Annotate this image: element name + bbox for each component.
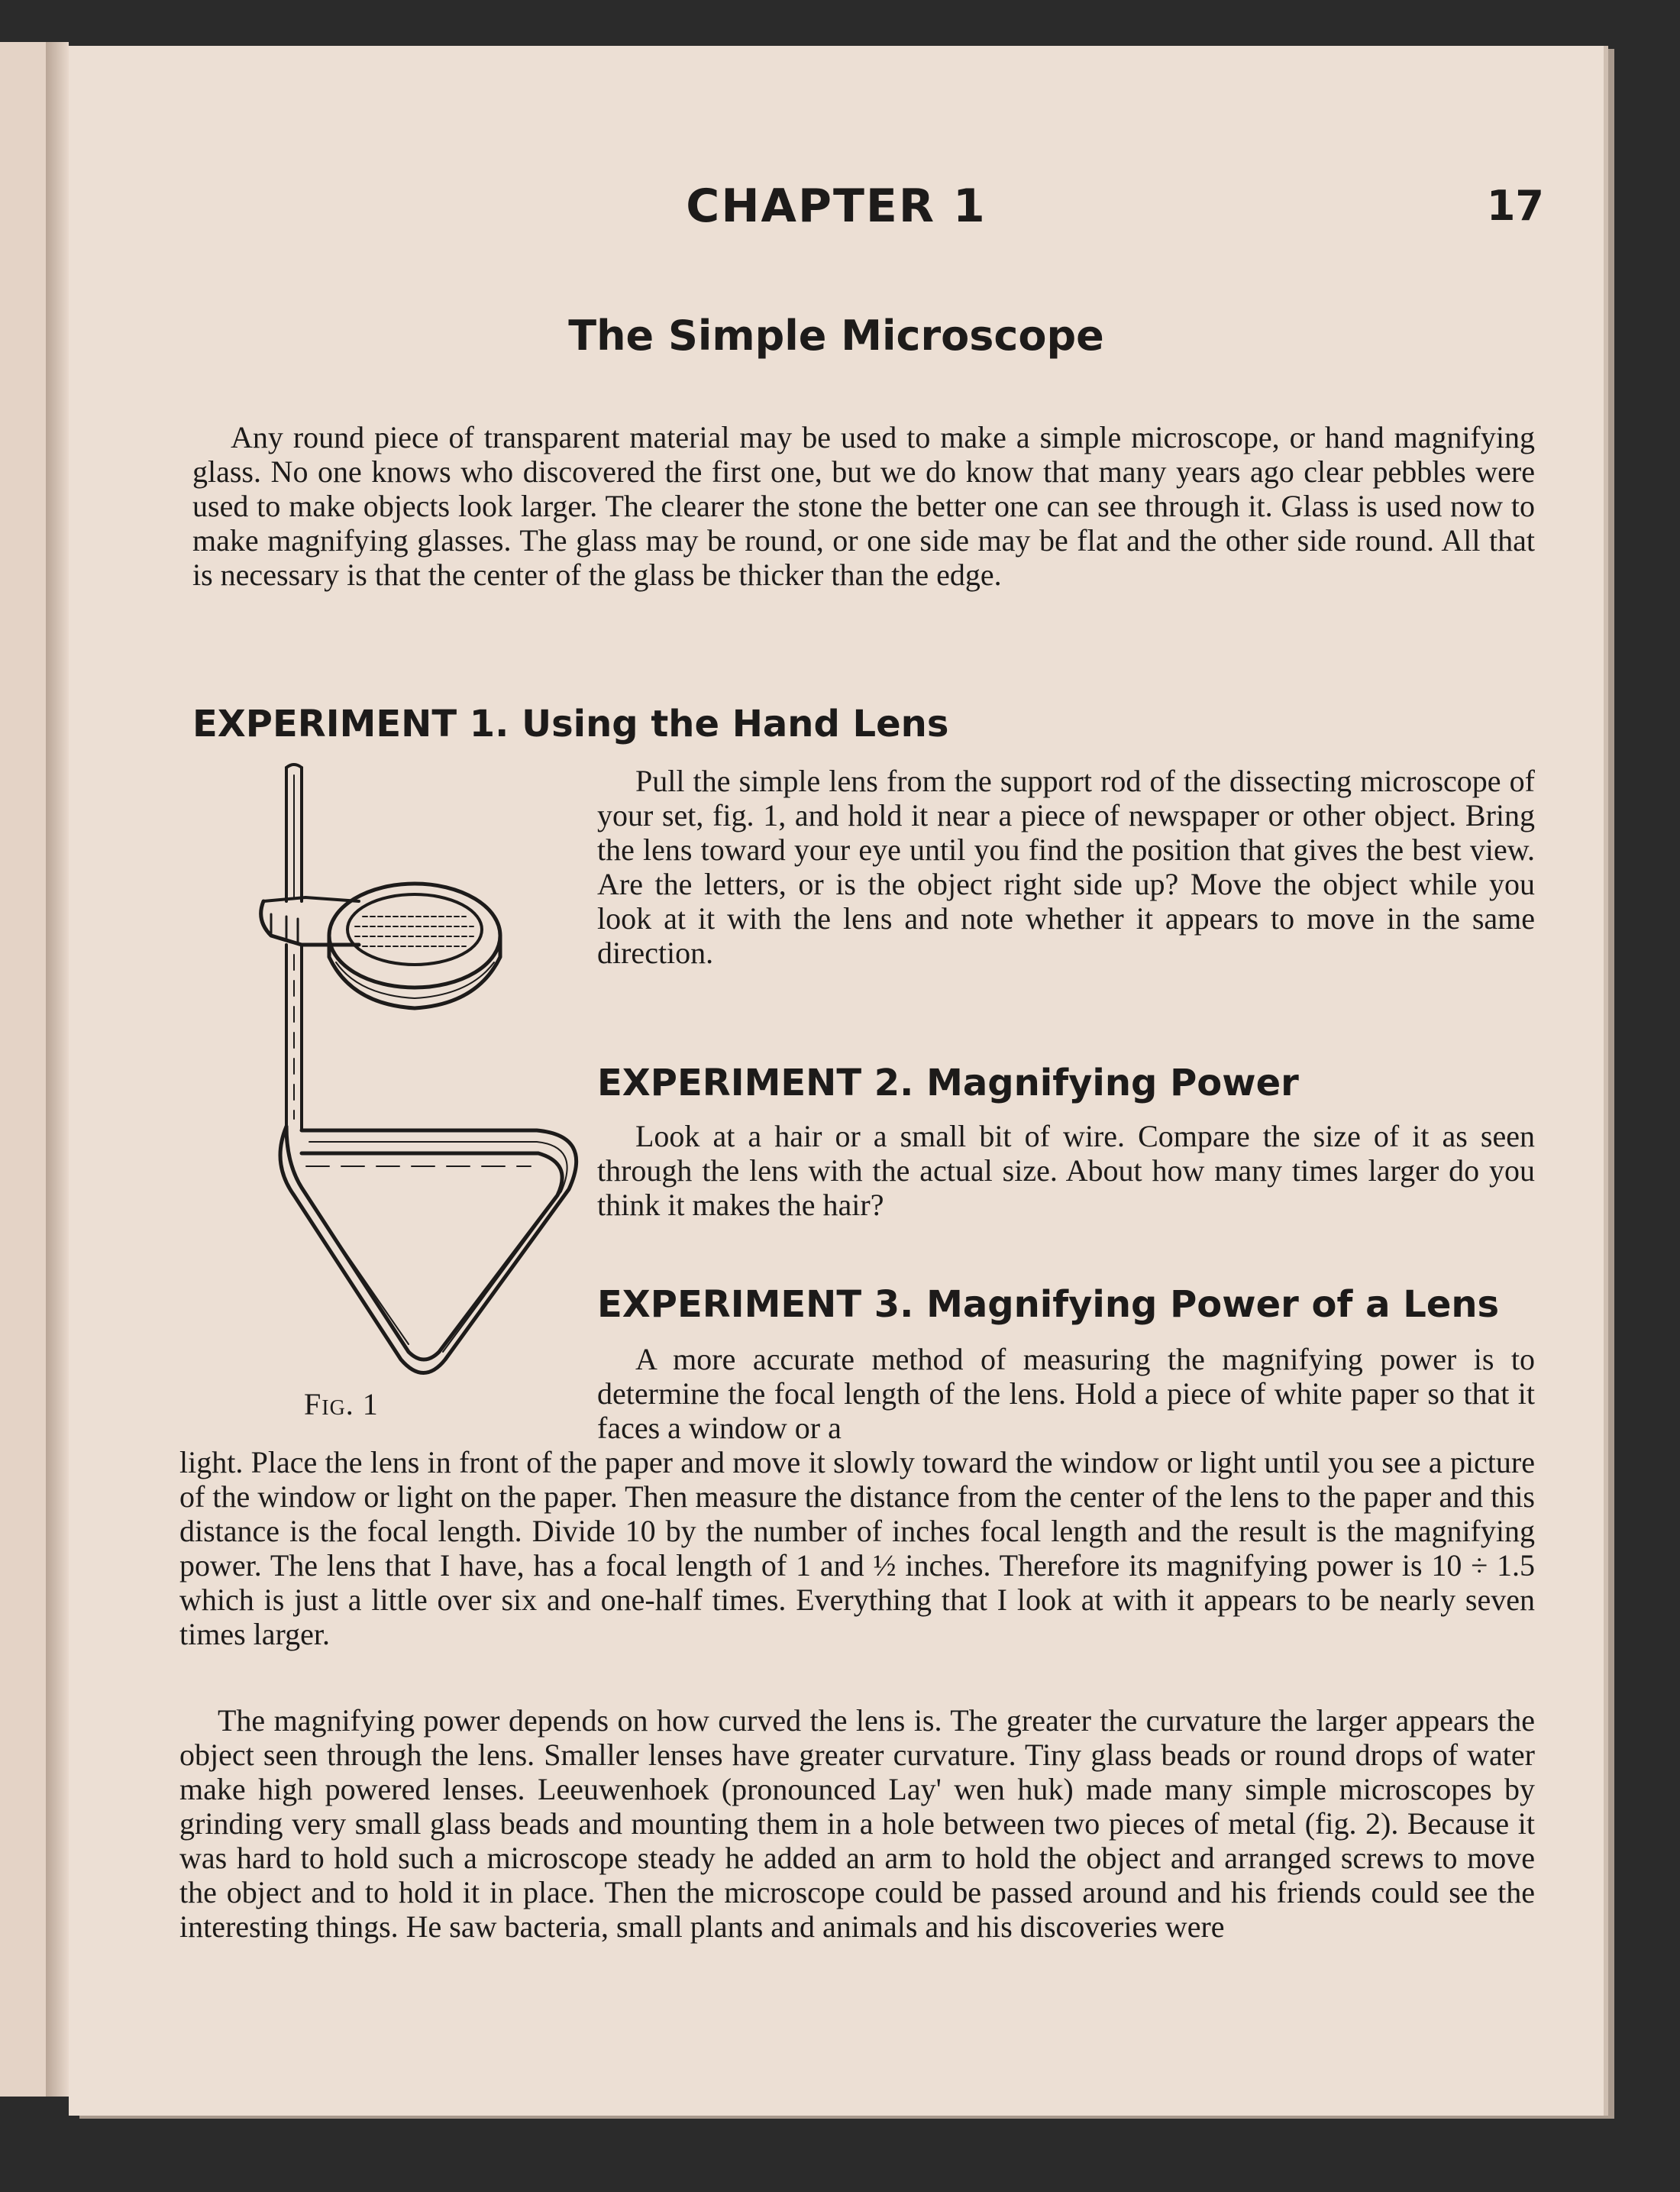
experiment-1-heading: EXPERIMENT 1. Using the Hand Lens <box>192 703 949 745</box>
experiment-2-text: Look at a hair or a small bit of wire. Compare the size of it as seen through the lens with the actual size. About how many times larger do you think it makes the hair? <box>597 1119 1535 1222</box>
hand-lens-on-support-stand-icon <box>172 745 622 1402</box>
page-title: The Simple Microscope <box>568 312 1104 360</box>
experiment-3-heading: EXPERIMENT 3. Magnifying Power of a Lens <box>597 1283 1500 1326</box>
figure-1-caption: Fig. 1 <box>304 1387 379 1421</box>
chapter-heading: CHAPTER 1 <box>686 179 987 233</box>
experiment-3-text-continued: The magnifying power depends on how curved the lens is. The greater the curvature the larger appears the object seen through the lens. Smaller lenses have greater curvature. Tiny glass beads or round drops of water make high powered lenses. Leeuwenhoek (pronounced Lay' wen huk) made many simple microscopes by grinding very small glass beads and mounting them in a hole between two pieces of metal (fig. 2). Because it was hard to hold such a microscope steady he added an arm to hold the object and arranged screws to move the object and to hold it in place. Then the microscope could be passed around and his friends could see the interesting things. He saw bacteria, small plants and animals and his discoveries were <box>179 1703 1535 1944</box>
experiment-3-text-beside-figure: A more accurate method of measuring the magnifying power is to determine the focal length of the lens. Hold a piece of white paper so that it faces a window or a <box>597 1342 1535 1445</box>
book-gutter <box>46 42 69 2097</box>
page-number: 17 <box>1486 182 1544 230</box>
experiment-3-text: light. Place the lens in front of the paper and move it slowly toward the window or light until you see a picture of the window or light on the paper. Then measure the distance from the center of the lens to the paper and this distance is the focal length. Divide 10 by the number of inches focal length and the result is the magnifying power. The lens that I have, has a focal length of 1 and ½ inches. Therefore its magnifying power is 10 ÷ 1.5 which is just a little over six and one-half times. Everything that I look at with it appears to be nearly seven times larger. <box>179 1445 1535 1651</box>
experiment-2-heading: EXPERIMENT 2. Magnifying Power <box>597 1062 1299 1104</box>
experiment-1-text: Pull the simple lens from the support rod of the dissecting microscope of your set, fig. 1, and hold it near a piece of newspaper or other object. Bring the lens toward your eye until you find the position that gives the best view. Are the letters, or is the object right side up? Move the object while you look at it with the lens and note whether it appears to move in the same direction. <box>597 764 1535 970</box>
intro-paragraph: Any round piece of transparent material may be used to make a simple microscope, or hand magnifying glass. No one knows who discovered the first one, but we do know that many years ago clear pebbles were used to make objects look larger. The clearer the stone the better one can see through it. Glass is used now to make magnifying glasses. The glass may be round, or one side may be flat and the other side round. All that is necessary is that the center of the glass be thicker than the edge. <box>192 420 1535 592</box>
facing-page-edge <box>0 42 47 2097</box>
book-page <box>69 46 1604 2116</box>
figure-1 <box>172 745 622 1402</box>
